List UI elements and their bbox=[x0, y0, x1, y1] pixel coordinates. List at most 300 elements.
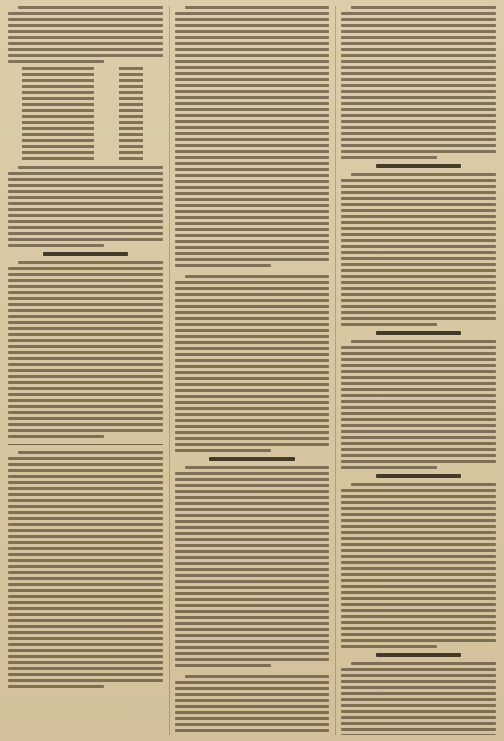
text-line bbox=[175, 729, 330, 732]
text-line bbox=[341, 54, 496, 57]
text-line bbox=[8, 619, 163, 622]
text-line bbox=[175, 299, 330, 302]
text-line bbox=[175, 317, 330, 320]
table-cell-value bbox=[119, 121, 143, 124]
text-line bbox=[8, 399, 163, 402]
text-line bbox=[175, 532, 330, 535]
text-line bbox=[8, 559, 163, 562]
text-line bbox=[175, 126, 330, 129]
text-line bbox=[175, 705, 330, 708]
text-line bbox=[18, 451, 163, 454]
text-line bbox=[8, 315, 163, 318]
text-line bbox=[8, 381, 163, 384]
text-line bbox=[351, 173, 496, 176]
text-line bbox=[341, 245, 496, 248]
text-line bbox=[341, 489, 496, 492]
text-line bbox=[8, 481, 163, 484]
text-line bbox=[8, 607, 163, 610]
text-line bbox=[175, 42, 330, 45]
text-line bbox=[8, 571, 163, 574]
text-line bbox=[8, 435, 104, 438]
table-cell-value bbox=[119, 79, 143, 82]
text-line bbox=[341, 388, 496, 391]
text-line bbox=[175, 544, 330, 547]
table-cell-value bbox=[119, 133, 143, 136]
text-line bbox=[8, 541, 163, 544]
text-line bbox=[341, 281, 496, 284]
table-row bbox=[22, 127, 163, 130]
text-line bbox=[8, 529, 163, 532]
text-line bbox=[175, 616, 330, 619]
text-line bbox=[8, 589, 163, 592]
text-line bbox=[8, 613, 163, 616]
text-line bbox=[341, 179, 496, 182]
text-line bbox=[175, 60, 330, 63]
text-line bbox=[341, 561, 496, 564]
table-cell-name bbox=[22, 85, 94, 88]
text-line bbox=[175, 66, 330, 69]
text-line bbox=[8, 309, 163, 312]
table-row bbox=[22, 157, 163, 160]
table-cell-name bbox=[22, 97, 94, 100]
text-line bbox=[341, 138, 496, 141]
text-line bbox=[8, 517, 163, 520]
text-line bbox=[341, 150, 496, 153]
text-line bbox=[175, 12, 330, 15]
text-line bbox=[341, 585, 496, 588]
table-cell-value bbox=[119, 139, 143, 142]
text-line bbox=[175, 353, 330, 356]
table-cell-name bbox=[22, 145, 94, 148]
text-line bbox=[341, 525, 496, 528]
text-line bbox=[8, 469, 163, 472]
text-line bbox=[8, 303, 163, 306]
text-line bbox=[341, 132, 496, 135]
text-line bbox=[341, 436, 496, 439]
text-line bbox=[175, 156, 330, 159]
text-line bbox=[341, 466, 437, 469]
text-line bbox=[8, 685, 104, 688]
text-line bbox=[175, 150, 330, 153]
text-line bbox=[175, 234, 330, 237]
text-line bbox=[341, 412, 496, 415]
text-line bbox=[341, 293, 496, 296]
text-line bbox=[341, 621, 496, 624]
text-line bbox=[175, 664, 271, 667]
table-row bbox=[22, 139, 163, 142]
section-heading bbox=[376, 331, 461, 335]
text-line bbox=[175, 490, 330, 493]
text-line bbox=[8, 649, 163, 652]
text-line bbox=[8, 499, 163, 502]
text-line bbox=[341, 24, 496, 27]
table-cell-value bbox=[119, 151, 143, 154]
text-line bbox=[8, 535, 163, 538]
text-line bbox=[341, 275, 496, 278]
text-line bbox=[341, 323, 437, 326]
column-left bbox=[8, 6, 163, 735]
column-middle bbox=[169, 6, 330, 735]
text-line bbox=[175, 371, 330, 374]
column-middle-lines bbox=[175, 6, 330, 735]
text-line bbox=[8, 12, 163, 15]
text-line bbox=[175, 640, 330, 643]
text-line bbox=[8, 333, 163, 336]
table-cell-name bbox=[22, 103, 94, 106]
text-line bbox=[175, 502, 330, 505]
text-line bbox=[341, 406, 496, 409]
text-line bbox=[8, 60, 104, 63]
table-cell-name bbox=[22, 127, 94, 130]
text-line bbox=[175, 216, 330, 219]
text-line bbox=[175, 413, 330, 416]
text-line bbox=[341, 674, 496, 677]
text-line bbox=[341, 358, 496, 361]
text-line bbox=[175, 24, 330, 27]
text-line bbox=[341, 603, 496, 606]
text-line bbox=[8, 244, 104, 247]
text-line bbox=[175, 102, 330, 105]
text-line bbox=[175, 96, 330, 99]
text-line bbox=[341, 549, 496, 552]
text-line bbox=[351, 662, 496, 665]
text-line bbox=[175, 520, 330, 523]
text-line bbox=[341, 233, 496, 236]
text-line bbox=[8, 457, 163, 460]
text-line bbox=[175, 198, 330, 201]
text-line bbox=[8, 601, 163, 604]
text-line bbox=[341, 555, 496, 558]
text-line bbox=[341, 716, 496, 719]
text-line bbox=[175, 556, 330, 559]
text-line bbox=[175, 383, 330, 386]
text-line bbox=[341, 203, 496, 206]
text-line bbox=[185, 466, 330, 469]
text-line bbox=[175, 84, 330, 87]
text-line bbox=[341, 370, 496, 373]
text-line bbox=[175, 652, 330, 655]
section-heading bbox=[376, 653, 461, 657]
table-cell-name bbox=[22, 91, 94, 94]
text-line bbox=[8, 511, 163, 514]
text-line bbox=[175, 347, 330, 350]
text-line bbox=[341, 454, 496, 457]
text-line bbox=[341, 197, 496, 200]
text-line bbox=[175, 389, 330, 392]
section-heading bbox=[376, 164, 461, 168]
text-line bbox=[8, 523, 163, 526]
text-line bbox=[175, 711, 330, 714]
text-line bbox=[175, 168, 330, 171]
text-line bbox=[175, 323, 330, 326]
text-line bbox=[341, 215, 496, 218]
text-line bbox=[8, 625, 163, 628]
section-heading bbox=[43, 252, 128, 256]
text-line bbox=[8, 226, 163, 229]
text-line bbox=[8, 30, 163, 33]
text-line bbox=[341, 537, 496, 540]
text-line bbox=[175, 646, 330, 649]
text-line bbox=[341, 221, 496, 224]
text-line bbox=[8, 190, 163, 193]
text-line bbox=[8, 214, 163, 217]
text-line bbox=[175, 562, 330, 565]
text-line bbox=[175, 204, 330, 207]
text-line bbox=[341, 567, 496, 570]
text-line bbox=[341, 239, 496, 242]
text-line bbox=[8, 279, 163, 282]
text-line bbox=[341, 311, 496, 314]
text-line bbox=[8, 369, 163, 372]
text-line bbox=[185, 275, 330, 278]
text-line bbox=[175, 108, 330, 111]
text-line bbox=[341, 90, 496, 93]
column-left-lines bbox=[8, 6, 163, 688]
text-line bbox=[8, 321, 163, 324]
text-line bbox=[8, 595, 163, 598]
text-line bbox=[341, 728, 496, 731]
table-row bbox=[22, 103, 163, 106]
results-table bbox=[22, 67, 163, 160]
text-line bbox=[341, 287, 496, 290]
text-line bbox=[175, 252, 330, 255]
table-cell-value bbox=[119, 109, 143, 112]
table-row bbox=[22, 109, 163, 112]
text-line bbox=[175, 508, 330, 511]
text-line bbox=[175, 425, 330, 428]
table-cell-name bbox=[22, 133, 94, 136]
text-line bbox=[8, 345, 163, 348]
text-line bbox=[341, 108, 496, 111]
text-line bbox=[8, 357, 163, 360]
text-line bbox=[175, 401, 330, 404]
text-line bbox=[175, 538, 330, 541]
text-line bbox=[341, 394, 496, 397]
text-line bbox=[175, 681, 330, 684]
text-line bbox=[8, 238, 163, 241]
text-line bbox=[175, 305, 330, 308]
text-line bbox=[341, 513, 496, 516]
text-line bbox=[175, 365, 330, 368]
text-line bbox=[175, 431, 330, 434]
text-line bbox=[341, 299, 496, 302]
text-line bbox=[8, 393, 163, 396]
text-line bbox=[175, 258, 330, 261]
text-line bbox=[175, 419, 330, 422]
text-line bbox=[175, 30, 330, 33]
table-cell-name bbox=[22, 115, 94, 118]
text-line bbox=[175, 192, 330, 195]
text-line bbox=[8, 267, 163, 270]
text-line bbox=[175, 496, 330, 499]
text-line bbox=[175, 628, 330, 631]
text-line bbox=[8, 673, 163, 676]
text-line bbox=[341, 376, 496, 379]
table-row bbox=[22, 67, 163, 70]
text-line bbox=[341, 227, 496, 230]
text-line bbox=[8, 184, 163, 187]
section-heading bbox=[209, 457, 294, 461]
text-line bbox=[341, 531, 496, 534]
text-line bbox=[341, 686, 496, 689]
text-line bbox=[341, 78, 496, 81]
table-row bbox=[22, 133, 163, 136]
table-cell-name bbox=[22, 73, 94, 76]
text-line bbox=[185, 6, 330, 9]
text-line bbox=[8, 291, 163, 294]
text-line bbox=[8, 351, 163, 354]
text-line bbox=[341, 126, 496, 129]
text-line bbox=[8, 220, 163, 223]
text-line bbox=[8, 679, 163, 682]
text-line bbox=[8, 547, 163, 550]
text-line bbox=[175, 687, 330, 690]
text-line bbox=[8, 577, 163, 580]
text-line bbox=[341, 615, 496, 618]
text-line bbox=[341, 346, 496, 349]
text-line bbox=[341, 627, 496, 630]
text-line bbox=[341, 72, 496, 75]
text-line bbox=[175, 359, 330, 362]
table-row bbox=[22, 79, 163, 82]
text-line bbox=[175, 377, 330, 380]
text-line bbox=[8, 475, 163, 478]
text-line bbox=[341, 495, 496, 498]
text-line bbox=[341, 36, 496, 39]
text-line bbox=[175, 293, 330, 296]
text-line bbox=[175, 472, 330, 475]
text-line bbox=[175, 18, 330, 21]
text-line bbox=[175, 228, 330, 231]
text-line bbox=[8, 178, 163, 181]
text-line bbox=[175, 36, 330, 39]
text-line bbox=[8, 565, 163, 568]
text-line bbox=[175, 222, 330, 225]
text-line bbox=[341, 448, 496, 451]
text-line bbox=[8, 661, 163, 664]
text-line bbox=[185, 675, 330, 678]
text-line bbox=[175, 407, 330, 410]
text-line bbox=[175, 210, 330, 213]
table-cell-name bbox=[22, 109, 94, 112]
text-line bbox=[175, 174, 330, 177]
text-line bbox=[175, 604, 330, 607]
text-line bbox=[8, 54, 163, 57]
text-line bbox=[8, 339, 163, 342]
column-right-lines bbox=[341, 6, 496, 735]
text-line bbox=[175, 246, 330, 249]
text-line bbox=[175, 341, 330, 344]
text-line bbox=[175, 580, 330, 583]
table-row bbox=[22, 145, 163, 148]
text-line bbox=[341, 269, 496, 272]
table-cell-value bbox=[119, 157, 143, 160]
text-line bbox=[341, 418, 496, 421]
text-line bbox=[341, 12, 496, 15]
text-line bbox=[8, 655, 163, 658]
text-line bbox=[175, 144, 330, 147]
text-line bbox=[341, 317, 496, 320]
text-line bbox=[175, 550, 330, 553]
table-cell-name bbox=[22, 151, 94, 154]
text-line bbox=[341, 722, 496, 725]
text-line bbox=[341, 364, 496, 367]
table-cell-value bbox=[119, 97, 143, 100]
text-line bbox=[8, 429, 163, 432]
text-line bbox=[8, 487, 163, 490]
text-line bbox=[175, 114, 330, 117]
text-line bbox=[341, 66, 496, 69]
text-line bbox=[341, 120, 496, 123]
text-line bbox=[341, 573, 496, 576]
text-line bbox=[175, 186, 330, 189]
text-line bbox=[8, 375, 163, 378]
text-line bbox=[175, 693, 330, 696]
divider-rule bbox=[8, 444, 163, 445]
text-line bbox=[341, 507, 496, 510]
text-line bbox=[8, 667, 163, 670]
text-line bbox=[341, 96, 496, 99]
text-line bbox=[175, 72, 330, 75]
table-row bbox=[22, 115, 163, 118]
text-line bbox=[341, 609, 496, 612]
text-line bbox=[175, 437, 330, 440]
text-line bbox=[8, 423, 163, 426]
text-line bbox=[175, 598, 330, 601]
text-line bbox=[8, 387, 163, 390]
text-line bbox=[8, 48, 163, 51]
text-line bbox=[341, 460, 496, 463]
text-line bbox=[8, 363, 163, 366]
text-line bbox=[341, 42, 496, 45]
table-cell-name bbox=[22, 121, 94, 124]
table-cell-value bbox=[119, 91, 143, 94]
text-line bbox=[341, 668, 496, 671]
text-line bbox=[341, 191, 496, 194]
text-line bbox=[8, 505, 163, 508]
text-line bbox=[175, 478, 330, 481]
table-cell-value bbox=[119, 67, 143, 70]
column-right bbox=[335, 6, 496, 735]
text-line bbox=[341, 591, 496, 594]
text-line bbox=[175, 622, 330, 625]
text-line bbox=[8, 411, 163, 414]
table-row bbox=[22, 85, 163, 88]
text-line bbox=[175, 717, 330, 720]
text-line bbox=[175, 658, 330, 661]
text-line bbox=[175, 443, 330, 446]
text-line bbox=[341, 734, 496, 735]
text-line bbox=[341, 633, 496, 636]
text-line bbox=[341, 424, 496, 427]
text-line bbox=[175, 240, 330, 243]
text-line bbox=[351, 6, 496, 9]
section-heading bbox=[376, 474, 461, 478]
text-line bbox=[175, 586, 330, 589]
text-line bbox=[8, 297, 163, 300]
text-line bbox=[341, 400, 496, 403]
text-line bbox=[8, 208, 163, 211]
text-line bbox=[341, 442, 496, 445]
text-line bbox=[341, 114, 496, 117]
text-line bbox=[8, 405, 163, 408]
text-line bbox=[341, 84, 496, 87]
text-line bbox=[341, 501, 496, 504]
text-line bbox=[8, 18, 163, 21]
table-cell-value bbox=[119, 103, 143, 106]
text-line bbox=[175, 574, 330, 577]
text-line bbox=[18, 166, 163, 169]
